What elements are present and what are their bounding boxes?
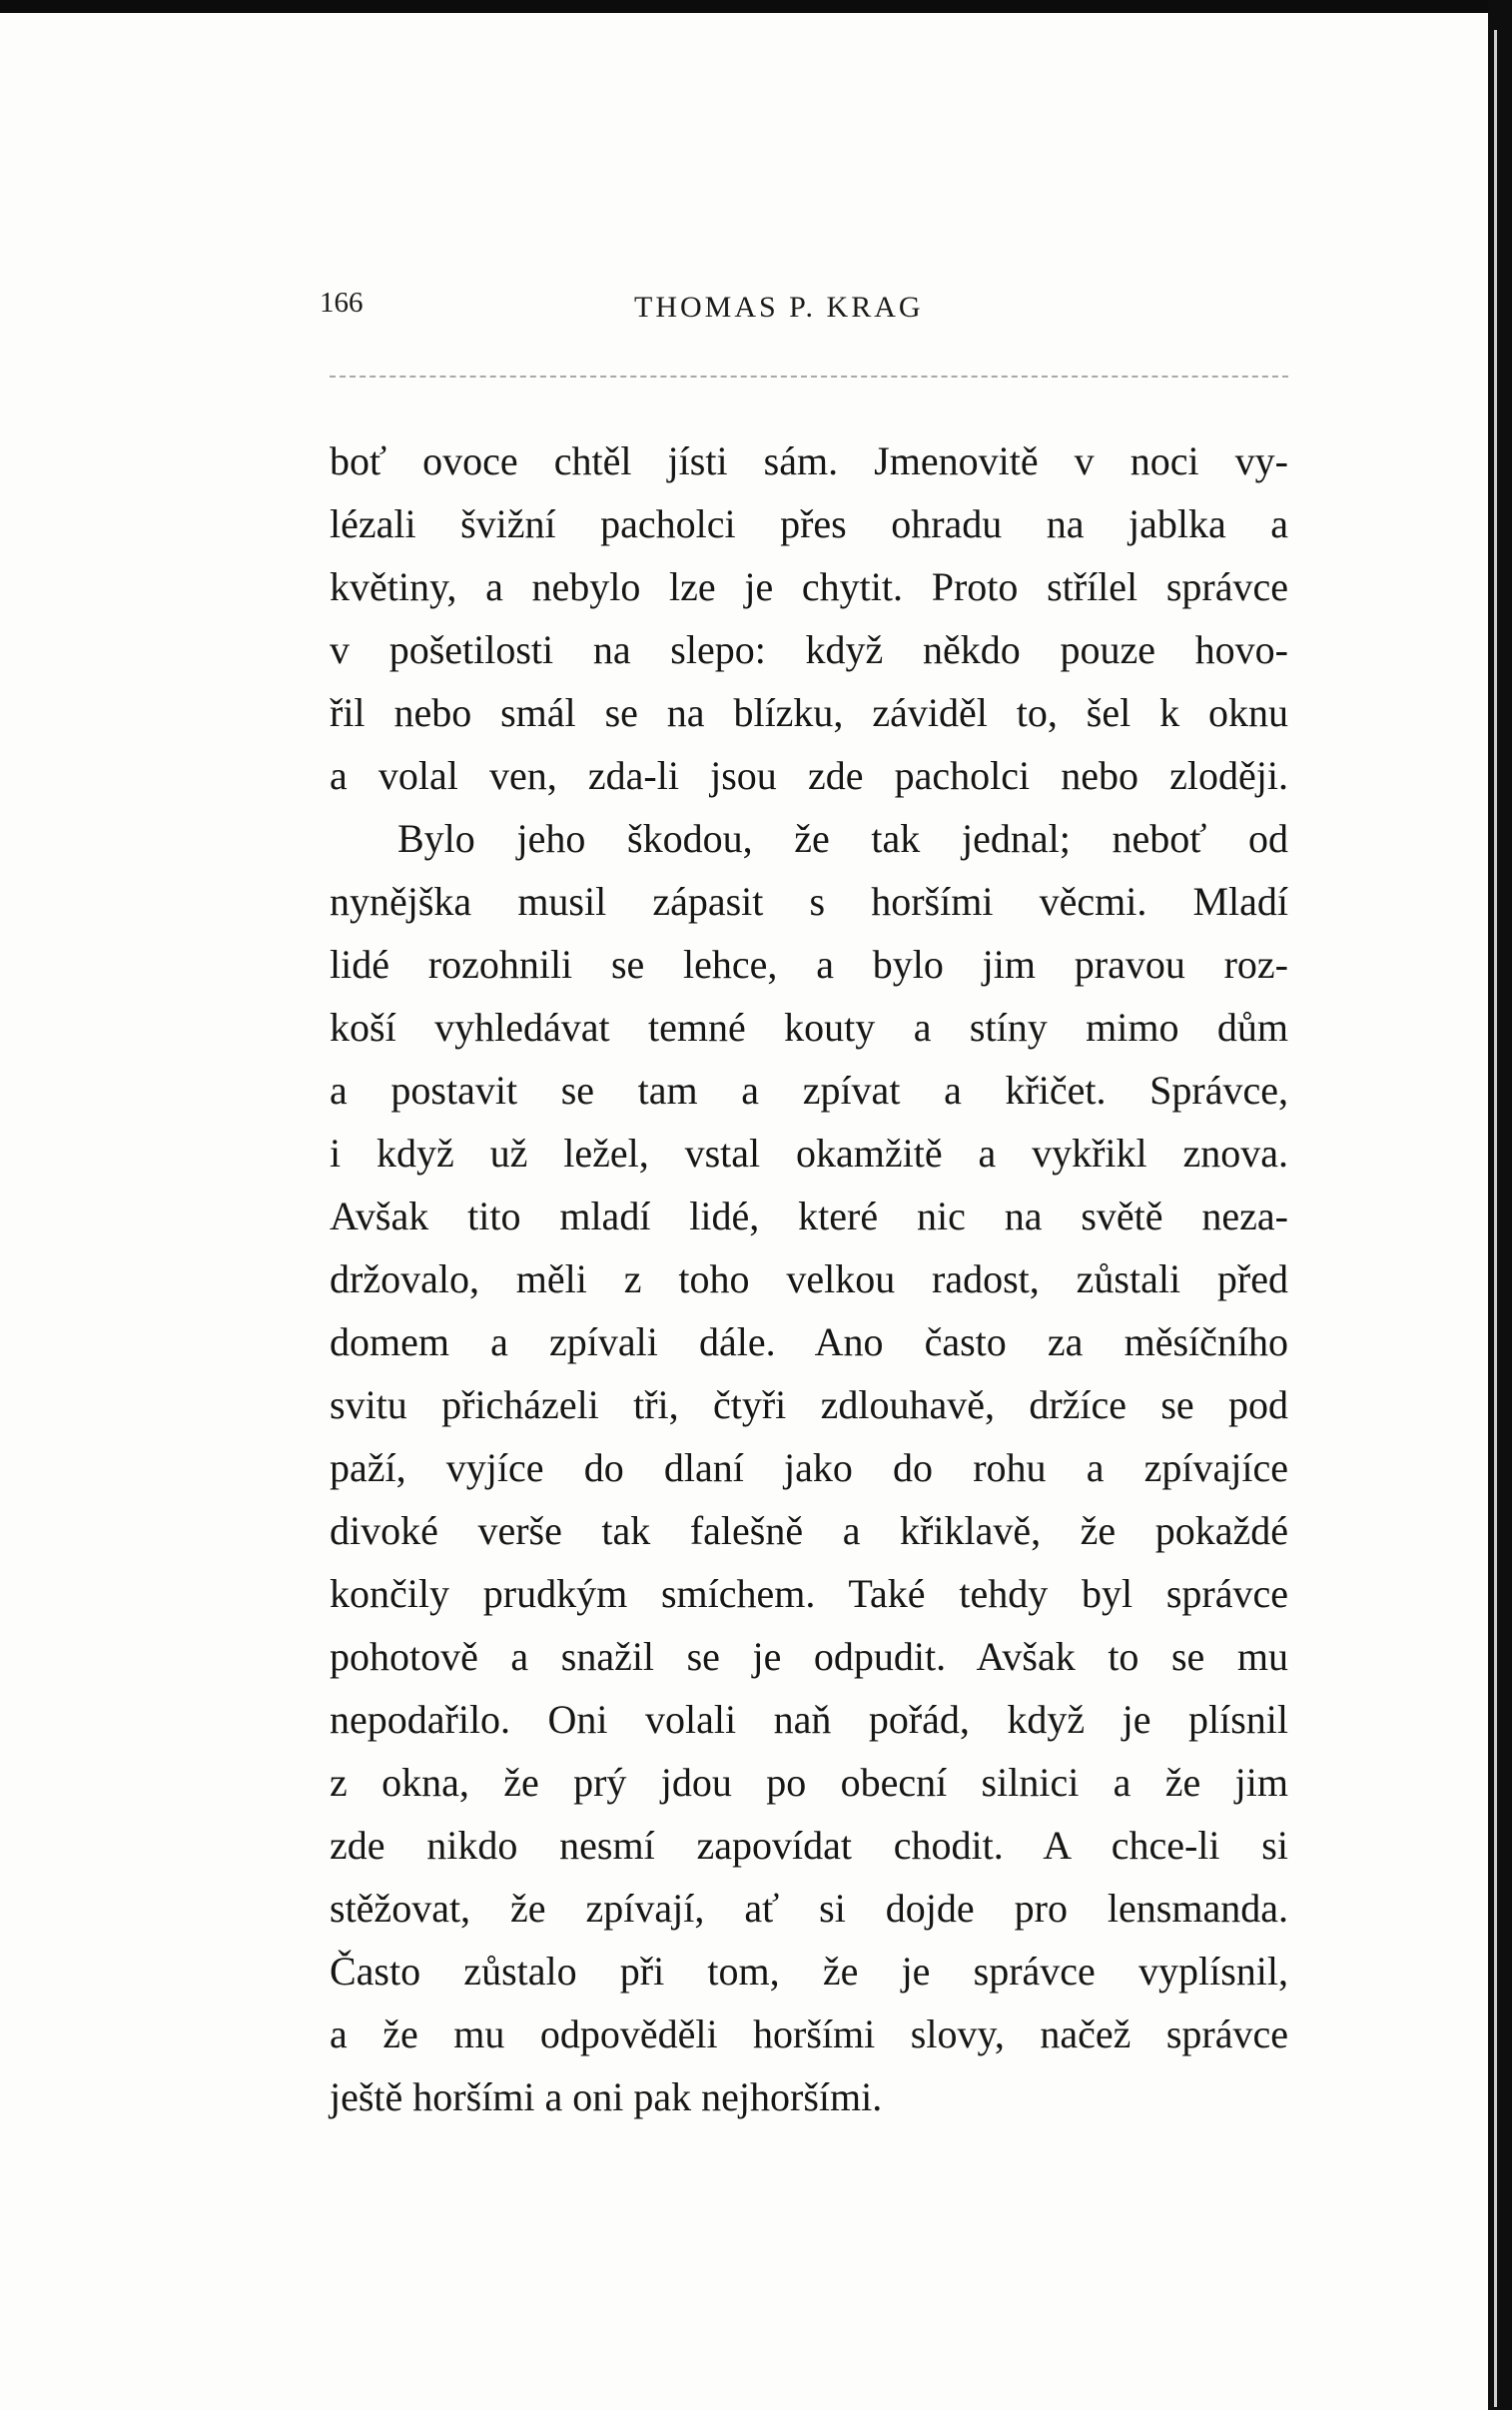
text-line: lidé rozohnili se lehce, a bylo jim pravou roz- <box>330 942 1288 987</box>
scan-border <box>1488 0 1512 2410</box>
text-line: řil nebo smál se na blízku, záviděl to, šel k oknu <box>330 690 1288 735</box>
text-line: zde nikdo nesmí zapovídat chodit. A chce-li si <box>330 1823 1288 1868</box>
text-line: a volal ven, zda-li jsou zde pacholci nebo zloději. <box>330 753 1288 798</box>
text-line: lézali švižní pacholci přes ohradu na jablka a <box>330 501 1288 546</box>
text-line: i když už ležel, vstal okamžitě a vykřikl znova. <box>330 1131 1288 1176</box>
text-line: Bylo jeho škodou, že tak jednal; neboť od <box>397 816 1288 861</box>
text-line: boť ovoce chtěl jísti sám. Jmenovitě v noci vy- <box>330 438 1288 483</box>
text-line: svitu přicházeli tři, čtyři zdlouhavě, držíce se pod <box>330 1382 1288 1427</box>
text-line: v pošetilosti na slepo: když někdo pouze hovo- <box>330 627 1288 672</box>
text-line: stěžovat, že zpívají, ať si dojde pro lensmanda. <box>330 1886 1288 1931</box>
text-line: z okna, že prý jdou po obecní silnici a že jim <box>330 1760 1288 1805</box>
body-text <box>330 429 1288 2128</box>
header-rule <box>330 376 1288 378</box>
text-line: paží, vyjíce do dlaní jako do rohu a zpívajíce <box>330 1445 1288 1490</box>
text-line: nynějška musil zápasit s horšími věcmi. Mladí <box>330 879 1288 924</box>
text-line: nepodařilo. Oni volali naň pořád, když je plísnil <box>330 1697 1288 1742</box>
page-edge-line <box>1494 30 1497 2407</box>
text-line: a postavit se tam a zpívat a křičet. Správce, <box>330 1068 1288 1113</box>
text-line: pohotově a snažil se je odpudit. Avšak to se mu <box>330 1634 1288 1679</box>
text-line: a že mu odpověděli horšími slovy, načež správce <box>330 2011 1288 2056</box>
text-line: Často zůstalo při tom, že je správce vyplísnil, <box>330 1949 1288 1994</box>
text-line: držovalo, měli z toho velkou radost, zůstali před <box>330 1256 1288 1301</box>
running-title: THOMAS P. KRAG <box>634 291 924 324</box>
text-line: koší vyhledávat temné kouty a stíny mimo dům <box>330 1005 1288 1050</box>
text-line: ještě horšími a oni pak nejhoršími. <box>330 2074 883 2119</box>
text-line: končily prudkým smíchem. Také tehdy byl správce <box>330 1571 1288 1616</box>
page-number: 166 <box>320 287 364 319</box>
text-line: květiny, a nebylo lze je chytit. Proto střílel správce <box>330 564 1288 609</box>
text-line: domem a zpívali dále. Ano často za měsíčního <box>330 1319 1288 1364</box>
page-header <box>320 275 1288 335</box>
text-line: divoké verše tak falešně a křiklavě, že pokaždé <box>330 1508 1288 1553</box>
text-line: Avšak tito mladí lidé, které nic na světě neza- <box>330 1194 1288 1238</box>
